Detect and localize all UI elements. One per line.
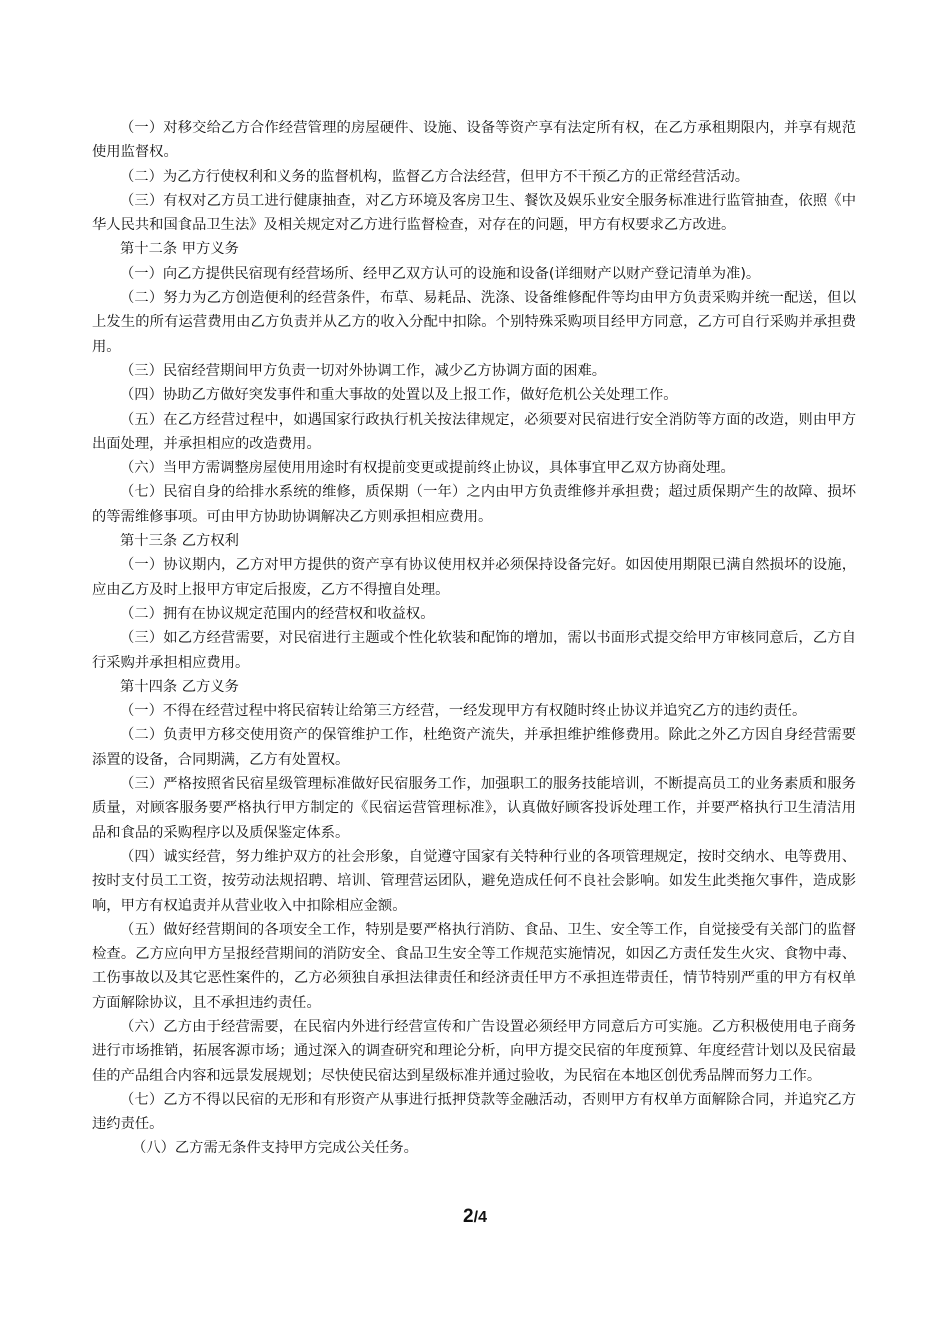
clause-paragraph	[92, 699, 856, 723]
paragraph-line: （五）在乙方经营过程中，如遇国家行政执行机关按法律规定，必须要对民宿进行安全消防等方面的改造，则由甲方	[120, 411, 856, 428]
paragraph-line: （一）协议期内，乙方对甲方提供的资产享有协议使用权并必须保持设备完好。如因使用期限已满自然损坏的设施，	[120, 557, 856, 574]
paragraph-line: 华人民共和国食品卫生法》及相关规定对乙方进行监督检查，对存在的问题，甲方有权要求乙方改进。	[92, 217, 736, 234]
paragraph-line: 检查。乙方应向甲方呈报经营期间的消防安全、食品卫生安全等工作规范实施情况，如因乙方责任发生火灾、食物中毒、	[92, 946, 856, 963]
clause-paragraph	[92, 359, 856, 383]
paragraph-line: 应由乙方及时上报甲方审定后报废，乙方不得擅自处理。	[92, 581, 450, 598]
clause-paragraph	[92, 1015, 856, 1088]
paragraph-line: （三）严格按照省民宿星级管理标准做好民宿服务工作，加强职工的服务技能培训，不断提高员工的业务素质和服务	[120, 776, 856, 793]
paragraph-line: 工伤事故以及其它恶性案件的，乙方必须独自承担法律责任和经济责任甲方不承担连带责任，情节特别严重的甲方有权单	[92, 970, 856, 987]
clause-paragraph	[92, 189, 856, 238]
clause-paragraph	[92, 165, 856, 189]
paragraph-line: 品和食品的采购程序以及质保鉴定体系。	[92, 824, 350, 841]
clause-paragraph	[92, 262, 856, 286]
paragraph-line: 质量，对顾客服务要严格执行甲方制定的《民宿运营管理标准》，认真做好顾客投诉处理工作，并要严格执行卫生清洁用	[92, 800, 856, 817]
paragraph-line: 响，甲方有权追责并从营业收入中扣除相应金额。	[92, 897, 407, 914]
clause-paragraph	[92, 286, 856, 359]
paragraph-line: （六）乙方由于经营需要，在民宿内外进行经营宣传和广告设置必须经甲方同意后方可实施。乙方积极使用电子商务	[120, 1018, 856, 1035]
clause-paragraph	[92, 408, 856, 457]
paragraph-line: 上发生的所有运营费用由乙方负责并从乙方的收入分配中扣除。个别特殊采购项目经甲方同意，乙方可自行采购并承担费	[92, 314, 856, 331]
clause-paragraph	[92, 845, 856, 918]
paragraph-line: （三）如乙方经营需要，对民宿进行主题或个性化软装和配饰的增加，需以书面形式提交给甲方审核同意后，乙方自	[120, 630, 856, 647]
paragraph-line: 按时支付员工工资，按劳动法规招聘、培训、管理营运团队，避免造成任何不良社会影响。如发生此类拖欠事件，造成影	[92, 873, 856, 890]
paragraph-line: （一）不得在经营过程中将民宿转让给第三方经营，一经发现甲方有权随时终止协议并追究乙方的违约责任。	[120, 703, 807, 720]
total-pages: 4	[478, 1209, 487, 1226]
paragraph-line: （三）有权对乙方员工进行健康抽查，对乙方环境及客房卫生、餐饮及娱乐业安全服务标准进行监管抽查，依照《中	[120, 192, 856, 209]
paragraph-line: （四）协助乙方做好突发事件和重大事故的处置以及上报工作，做好危机公关处理工作。	[120, 387, 678, 404]
paragraph-line: （二）努力为乙方创造便利的经营条件，布草、易耗品、洗涤、设备维修配件等均由甲方负责采购并统一配送，但以	[120, 290, 856, 307]
section-heading: 第十二条 甲方义务	[120, 241, 239, 258]
current-page: 2	[463, 1206, 474, 1227]
paragraph-line: 方面解除协议，且不承担违约责任。	[92, 994, 321, 1011]
paragraph-line: （七）民宿自身的给排水系统的维修，质保期（一年）之内由甲方负责维修并承担费；超过质保期产生的故障、损坏	[120, 484, 856, 501]
clause-paragraph	[92, 383, 856, 407]
page-number	[0, 1206, 950, 1228]
paragraph-line: 用。	[92, 338, 121, 355]
paragraph-line: 行采购并承担相应费用。	[92, 654, 250, 671]
paragraph-line: 出面处理，并承担相应的改造费用。	[92, 435, 321, 452]
paragraph-line: （二）拥有在协议规定范围内的经营权和收益权。	[120, 605, 435, 622]
clause-paragraph	[92, 1088, 856, 1137]
paragraph-line: 添置的设备，合同期满，乙方有处置权。	[92, 751, 350, 768]
clause-paragraph	[92, 480, 856, 529]
paragraph-line: 违约责任。	[92, 1116, 164, 1133]
clause-paragraph	[92, 918, 856, 1015]
paragraph-line: （七）乙方不得以民宿的无形和有形资产从事进行抵押贷款等金融活动，否则甲方有权单方面解除合同，并追究乙方	[120, 1091, 856, 1108]
paragraph-line: 进行市场推销，拓展客源市场；通过深入的调查研究和理论分析，向甲方提交民宿的年度预算、年度经营计划以及民宿最	[92, 1043, 856, 1060]
clause-paragraph	[92, 602, 856, 626]
clause-paragraph	[92, 723, 856, 772]
document-body	[92, 116, 856, 1161]
paragraph-line: （二）负责甲方移交使用资产的保管维护工作，杜绝资产流失，并承担维护维修费用。除此之外乙方因自身经营需要	[120, 727, 856, 744]
paragraph-line: （三）民宿经营期间甲方负责一切对外协调工作，减少乙方协调方面的困难。	[120, 362, 607, 379]
page-separator: /	[473, 1209, 479, 1226]
section-heading: 第十三条 乙方权利	[120, 533, 239, 550]
clause-paragraph	[92, 1136, 856, 1160]
paragraph-line: （八）乙方需无条件支持甲方完成公关任务。	[132, 1140, 418, 1157]
paragraph-line: （二）为乙方行使权利和义务的监督机构，监督乙方合法经营，但甲方不干预乙方的正常经营活动。	[120, 168, 750, 185]
paragraph-line: （一）对移交给乙方合作经营管理的房屋硬件、设施、设备等资产享有法定所有权，在乙方承租期限内，并享有规范	[120, 120, 856, 136]
paragraph-line: 使用监督权。	[92, 144, 178, 161]
section-heading: 第十四条 乙方义务	[120, 678, 239, 695]
paragraph-line: （一）向乙方提供民宿现有经营场所、经甲乙双方认可的设施和设备(详细财产以财产登记清单为准)。	[120, 265, 761, 282]
paragraph-line: （五）做好经营期间的各项安全工作，特别是要严格执行消防、食品、卫生、安全等工作，自觉接受有关部门的监督	[120, 921, 856, 938]
paragraph-line: （六）当甲方需调整房屋使用用途时有权提前变更或提前终止协议，具体事宜甲乙双方协商处理。	[120, 460, 735, 477]
paragraph-line: 佳的产品组合内容和远景发展规划；尽快使民宿达到星级标准并通过验收，为民宿在本地区创优秀品牌而努力工作。	[92, 1067, 822, 1084]
clause-paragraph	[92, 772, 856, 845]
clause-paragraph	[92, 116, 856, 165]
paragraph-line: 的等需维修事项。可由甲方协助协调解决乙方则承担相应费用。	[92, 508, 493, 525]
clause-paragraph	[92, 626, 856, 675]
paragraph-line: （四）诚实经营，努力维护双方的社会形象，自觉遵守国家有关特种行业的各项管理规定，按时交纳水、电等费用、	[120, 848, 856, 865]
clause-paragraph	[92, 456, 856, 480]
clause-paragraph	[92, 553, 856, 602]
